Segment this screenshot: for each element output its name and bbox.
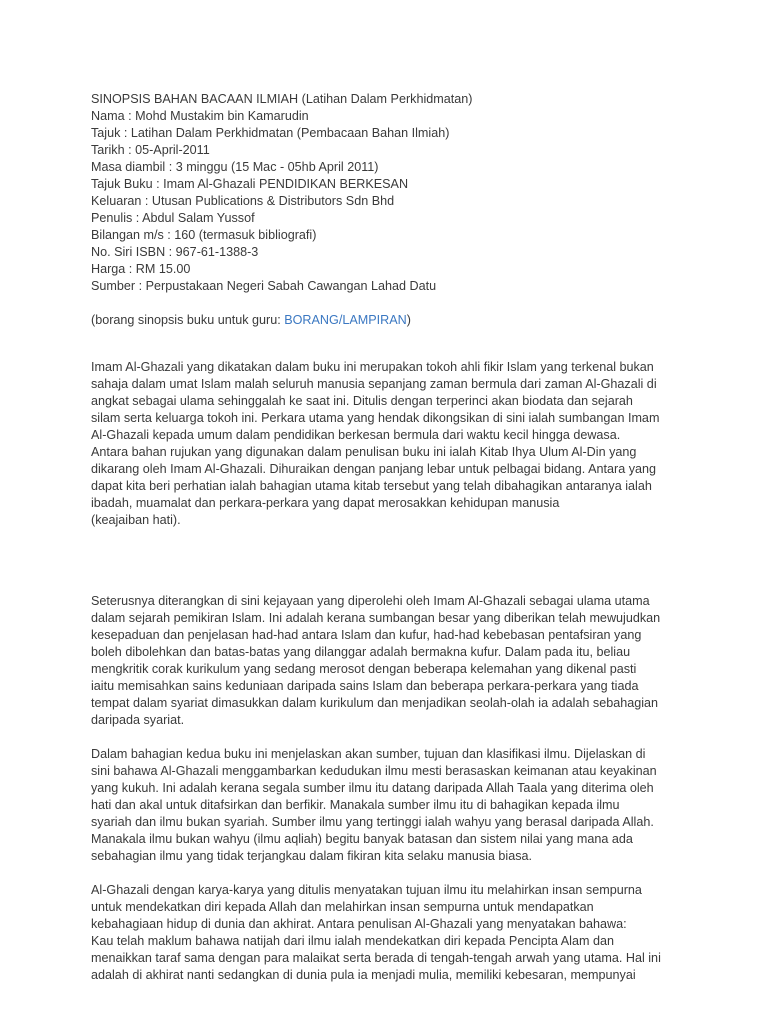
borang-lampiran-link[interactable]: BORANG/LAMPIRAN	[284, 313, 407, 327]
paragraph-line: Dalam bahagian kedua buku ini menjelaskan akan sumber, tujuan dan klasifikasi ilmu. Dijelaskan di	[91, 747, 646, 761]
header-keluaran: Keluaran : Utusan Publications & Distributors Sdn Bhd	[91, 194, 395, 208]
header-nama: Nama : Mohd Mustakim bin Kamarudin	[91, 109, 309, 123]
paragraph-line: (keajaiban hati).	[91, 513, 181, 527]
document-body	[91, 91, 691, 984]
borang-suffix: )	[406, 313, 411, 327]
paragraph-line: ibadah, muamalat dan perkara-perkara yang dapat merosakkan kehidupan manusia	[91, 496, 560, 510]
header-tajuk-buku: Tajuk Buku : Imam Al-Ghazali PENDIDIKAN BERKESAN	[91, 177, 409, 191]
paragraph-line: tempat dalam syariat dimasukkan dalam kurikulum dan menjadikan seolah-olah ia adalah sebahagian	[91, 696, 659, 710]
paragraph-line: boleh dibolehkan dan batas-batas yang dilanggar adalah bermakna kufur. Dalam pada itu, beliau	[91, 645, 631, 659]
paragraph-line: iaitu memisahkan sains keduniaan daripada sains Islam dan beberapa perkara-perkara yang tiada	[91, 679, 639, 693]
header-tarikh: Tarikh : 05-April-2011	[91, 143, 210, 157]
borang-prefix: (borang sinopsis buku untuk guru:	[91, 313, 285, 327]
paragraph-line: dapat kita beri perhatian ialah bahagian utama kitab tersebut yang telah dibahagikan antaranya ialah	[91, 479, 652, 493]
header-tajuk: Tajuk : Latihan Dalam Perkhidmatan (Pembacaan Bahan Ilmiah)	[91, 126, 450, 140]
paragraph-line: angkat sebagai ulama sehinggalah ke saat ini. Ditulis dengan terperinci akan biodata dan sejarah	[91, 394, 633, 408]
paragraph-line: silam serta keluarga tokoh ini. Perkara utama yang hendak dikongsikan di sini ialah sumbangan Imam	[91, 411, 660, 425]
paragraph-3	[91, 746, 691, 865]
paragraph-line: Kau telah maklum bahawa natijah dari ilmu ialah mendekatkan diri kepada Pencipta Alam dan	[91, 934, 614, 948]
paragraph-4	[91, 882, 691, 984]
paragraph-line: hati dan akal untuk ditafsirkan dan berfikir. Manakala sumber ilmu itu di bahagikan kepada ilmu	[91, 798, 620, 812]
paragraph-line: Al-Ghazali kepada umum dalam pendidikan berkesan bermula dari waktu kecil hingga dewasa.	[91, 428, 621, 442]
paragraph-line: Imam Al-Ghazali yang dikatakan dalam buku ini merupakan tokoh ahli fikir Islam yang terkenal bukan	[91, 360, 654, 374]
header-sumber: Sumber : Perpustakaan Negeri Sabah Cawangan Lahad Datu	[91, 279, 437, 293]
paragraph-line: Antara bahan rujukan yang digunakan dalam penulisan buku ini ialah Kitab Ihya Ulum Al-Din yang	[91, 445, 637, 459]
paragraph-line: Manakala ilmu bukan wahyu (ilmu aqliah) begitu banyak batasan dan sistem nilai yang mana ada	[91, 832, 633, 846]
paragraph-line: untuk mendekatkan diri kepada Allah dan melahirkan insan sempurna untuk mendapatkan	[91, 900, 594, 914]
borang-note	[91, 312, 691, 329]
paragraph-line: menaikkan taraf sama dengan para malaikat serta berada di tengah-tengah arwah yang utama. Hal ini	[91, 951, 661, 965]
paragraph-line: daripada syariat.	[91, 713, 185, 727]
paragraph-line: Seterusnya diterangkan di sini kejayaan yang diperolehi oleh Imam Al-Ghazali sebagai ulama utama	[91, 594, 650, 608]
header-isbn: No. Siri ISBN : 967-61-1388-3	[91, 245, 259, 259]
paragraph-line: kebahagiaan hidup di dunia dan akhirat. Antara penulisan Al-Ghazali yang menyatakan bahawa:	[91, 917, 627, 931]
paragraph-2	[91, 593, 691, 729]
paragraph-line: Al-Ghazali dengan karya-karya yang ditulis menyatakan tujuan ilmu itu melahirkan insan sempurna	[91, 883, 642, 897]
header-penulis: Penulis : Abdul Salam Yussof	[91, 211, 255, 225]
paragraph-line: adalah di akhirat nanti sedangkan di dunia pula ia menjadi mulia, memiliki kebesaran, mempunyai	[91, 968, 636, 982]
paragraph-line: syariah dan ilmu bukan syariah. Sumber ilmu yang tertinggi ialah wahyu yang berasal daripada Allah.	[91, 815, 654, 829]
paragraph-line: yang kukuh. Ini adalah kerana segala sumber ilmu itu datang daripada Allah Taala yang diterima oleh	[91, 781, 654, 795]
synopsis-header	[91, 91, 691, 295]
header-harga: Harga : RM 15.00	[91, 262, 191, 276]
paragraph-line: dikarang oleh Imam Al-Ghazali. Dihuraikan dengan panjang lebar untuk pelbagai bidang. Antara yang	[91, 462, 657, 476]
paragraph-line: mengkritik corak kurikulum yang sedang merosot dengan beberapa kelemahan yang dikenal pasti	[91, 662, 637, 676]
paragraph-1	[91, 359, 691, 529]
paragraph-line: sahaja dalam umat Islam malah seluruh manusia sepanjang zaman bermula dari zaman Al-Ghazali di	[91, 377, 657, 391]
header-bilangan: Bilangan m/s : 160 (termasuk bibliografi)	[91, 228, 317, 242]
header-title: SINOPSIS BAHAN BACAAN ILMIAH (Latihan Dalam Perkhidmatan)	[91, 92, 473, 106]
paragraph-line: sini bahawa Al-Ghazali menggambarkan kedudukan ilmu mesti berasaskan keimanan atau keyakinan	[91, 764, 657, 778]
header-masa: Masa diambil : 3 minggu (15 Mac - 05hb April 2011)	[91, 160, 379, 174]
paragraph-line: dalam sejarah pemikiran Islam. Ini adalah kerana sumbangan besar yang diberikan telah mewujudkan	[91, 611, 661, 625]
paragraph-line: kesepaduan dan penjelasan had-had antara Islam dan kufur, had-had kebebasan pentafsiran yang	[91, 628, 642, 642]
paragraph-line: sebahagian ilmu yang tidak terjangkau dalam fikiran kita selaku manusia biasa.	[91, 849, 533, 863]
